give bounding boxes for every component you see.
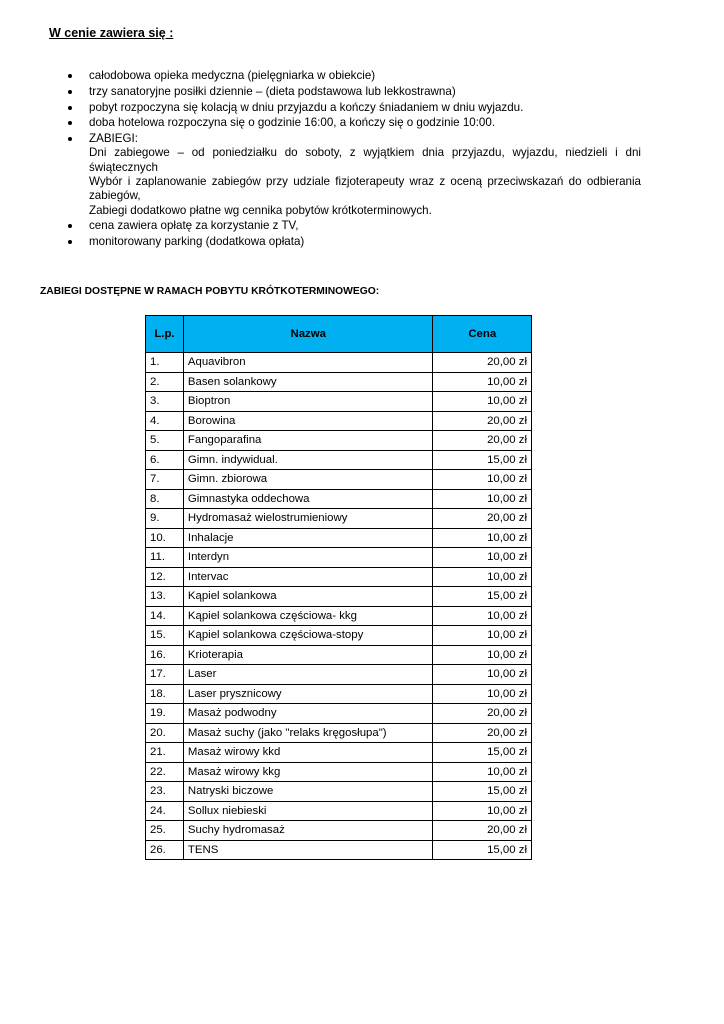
list-item <box>66 116 641 130</box>
treatment-price: 10,00 zł <box>433 665 532 685</box>
table-row <box>146 528 532 548</box>
row-number: 26. <box>146 840 184 860</box>
table-row <box>146 392 532 412</box>
row-number: 16. <box>146 645 184 665</box>
row-number: 15. <box>146 626 184 646</box>
treatment-name: Masaż wirowy kkd <box>183 743 433 763</box>
row-number: 10. <box>146 528 184 548</box>
bullet-icon <box>68 137 72 141</box>
row-number: 12. <box>146 567 184 587</box>
table-row <box>146 431 532 451</box>
list-item <box>66 69 641 83</box>
header-lp: L.p. <box>146 316 184 353</box>
row-number: 23. <box>146 782 184 802</box>
treatment-price: 10,00 zł <box>433 470 532 490</box>
treatment-price: 10,00 zł <box>433 372 532 392</box>
treatment-price: 15,00 zł <box>433 840 532 860</box>
list-item <box>66 85 641 99</box>
treatment-name: Fangoparafina <box>183 431 433 451</box>
treatment-name: Kąpiel solankowa częściowa-stopy <box>183 626 433 646</box>
row-number: 5. <box>146 431 184 451</box>
header-name: Nazwa <box>183 316 433 353</box>
row-number: 6. <box>146 450 184 470</box>
table-row <box>146 665 532 685</box>
page-heading: W cenie zawiera się : <box>49 26 174 40</box>
list-item-text: monitorowany parking (dodatkowa opłata) <box>89 235 305 249</box>
list-item-text: Wybór i zaplanowanie zabiegów przy udziale fizjoterapeuty wraz z oceną przeciwskazań do odbierania <box>89 175 641 189</box>
treatment-price: 10,00 zł <box>433 567 532 587</box>
row-number: 18. <box>146 684 184 704</box>
list-item-text: całodobowa opieka medyczna (pielęgniarka w obiekcie) <box>89 69 376 82</box>
treatment-name: Gimnastyka oddechowa <box>183 489 433 509</box>
treatment-price: 15,00 zł <box>433 743 532 763</box>
row-number: 9. <box>146 509 184 529</box>
table-row <box>146 587 532 607</box>
table-row <box>146 470 532 490</box>
treatment-name: Suchy hydromasaż <box>183 821 433 841</box>
treatment-price: 10,00 zł <box>433 606 532 626</box>
row-number: 11. <box>146 548 184 568</box>
bullet-icon <box>68 224 72 228</box>
row-number: 7. <box>146 470 184 490</box>
table-row <box>146 840 532 860</box>
included-items-list <box>66 69 641 251</box>
bullet-icon <box>68 74 72 78</box>
row-number: 20. <box>146 723 184 743</box>
row-number: 13. <box>146 587 184 607</box>
treatments-price-table <box>145 315 532 860</box>
table-row <box>146 723 532 743</box>
row-number: 4. <box>146 411 184 431</box>
treatment-name: Inhalacje <box>183 528 433 548</box>
table-row <box>146 762 532 782</box>
treatment-price: 20,00 zł <box>433 821 532 841</box>
table-row <box>146 606 532 626</box>
treatment-name: Kąpiel solankowa <box>183 587 433 607</box>
bullet-icon <box>68 106 72 110</box>
table-row <box>146 411 532 431</box>
treatment-price: 10,00 zł <box>433 626 532 646</box>
list-item <box>66 235 641 249</box>
treatment-price: 20,00 zł <box>433 509 532 529</box>
list-item-text: cena zawiera opłatę za korzystanie z TV, <box>89 219 299 233</box>
row-number: 21. <box>146 743 184 763</box>
treatment-name: Laser <box>183 665 433 685</box>
list-item-text: doba hotelowa rozpoczyna się o godzinie 16:00, a kończy się o godzinie 10:00. <box>89 116 496 130</box>
treatment-price: 10,00 zł <box>433 762 532 782</box>
treatment-name: Krioterapia <box>183 645 433 665</box>
treatment-name: Borowina <box>183 411 433 431</box>
table-row <box>146 548 532 568</box>
table-body <box>146 353 532 860</box>
row-number: 25. <box>146 821 184 841</box>
table-row <box>146 684 532 704</box>
row-number: 17. <box>146 665 184 685</box>
row-number: 19. <box>146 704 184 724</box>
bullet-icon <box>68 121 72 125</box>
table-row <box>146 450 532 470</box>
list-item <box>66 219 641 233</box>
treatment-name: Sollux niebieski <box>183 801 433 821</box>
list-item-text: Zabiegi dodatkowo płatne wg cennika pobytów krótkoterminowych. <box>89 203 432 217</box>
table-row <box>146 645 532 665</box>
row-number: 22. <box>146 762 184 782</box>
row-number: 14. <box>146 606 184 626</box>
treatment-name: Kąpiel solankowa częściowa- kkg <box>183 606 433 626</box>
treatment-name: Masaż suchy (jako "relaks kręgosłupa") <box>183 723 433 743</box>
table-row <box>146 353 532 373</box>
table-row <box>146 489 532 509</box>
list-item <box>66 132 641 218</box>
treatment-name: TENS <box>183 840 433 860</box>
list-item-text: trzy sanatoryjne posiłki dziennie – (dieta podstawowa lub lekkostrawna) <box>89 84 456 98</box>
table-row <box>146 509 532 529</box>
treatment-price: 10,00 zł <box>433 528 532 548</box>
list-item-text: świątecznych <box>89 160 158 174</box>
treatment-price: 15,00 zł <box>433 450 532 470</box>
table-row <box>146 704 532 724</box>
treatment-name: Laser prysznicowy <box>183 684 433 704</box>
treatment-price: 20,00 zł <box>433 723 532 743</box>
row-number: 8. <box>146 489 184 509</box>
row-number: 24. <box>146 801 184 821</box>
list-item <box>66 101 641 115</box>
treatment-price: 15,00 zł <box>433 587 532 607</box>
treatment-name: Bioptron <box>183 392 433 412</box>
table-row <box>146 567 532 587</box>
table-header-row <box>146 316 532 353</box>
bullet-icon <box>68 240 72 244</box>
header-price: Cena <box>433 316 532 353</box>
list-item-text: Dni zabiegowe – od poniedziałku do soboty, z wyjątkiem dnia przyjazdu, wyjazdu, niedzieli i dni <box>89 146 641 160</box>
table-row <box>146 782 532 802</box>
table-row <box>146 372 532 392</box>
list-item-text: pobyt rozpoczyna się kolacją w dniu przyjazdu a kończy śniadaniem w dniu wyjazdu. <box>89 100 524 114</box>
row-number: 2. <box>146 372 184 392</box>
treatment-price: 10,00 zł <box>433 645 532 665</box>
treatment-price: 10,00 zł <box>433 392 532 412</box>
row-number: 3. <box>146 392 184 412</box>
table-row <box>146 743 532 763</box>
treatment-price: 10,00 zł <box>433 684 532 704</box>
treatment-name: Natryski biczowe <box>183 782 433 802</box>
treatment-price: 15,00 zł <box>433 782 532 802</box>
bullet-icon <box>68 90 72 94</box>
treatment-name: Intervac <box>183 567 433 587</box>
treatment-price: 20,00 zł <box>433 704 532 724</box>
table-row <box>146 801 532 821</box>
treatment-name: Basen solankowy <box>183 372 433 392</box>
treatment-name: Gimn. zbiorowa <box>183 470 433 490</box>
treatment-price: 10,00 zł <box>433 489 532 509</box>
row-number: 1. <box>146 353 184 373</box>
treatment-name: Masaż podwodny <box>183 704 433 724</box>
treatment-name: Gimn. indywidual. <box>183 450 433 470</box>
section-title: ZABIEGI DOSTĘPNE W RAMACH POBYTU KRÓTKOTERMINOWEGO: <box>40 286 380 297</box>
treatment-name: Interdyn <box>183 548 433 568</box>
treatment-price: 10,00 zł <box>433 548 532 568</box>
treatment-price: 20,00 zł <box>433 431 532 451</box>
treatment-price: 20,00 zł <box>433 353 532 373</box>
treatment-name: Aquavibron <box>183 353 433 373</box>
treatment-name: Masaż wirowy kkg <box>183 762 433 782</box>
table-row <box>146 626 532 646</box>
list-item-text: zabiegów, <box>89 189 141 203</box>
treatment-price: 10,00 zł <box>433 801 532 821</box>
list-item-text: ZABIEGI: <box>89 132 138 146</box>
table-row <box>146 821 532 841</box>
treatment-name: Hydromasaż wielostrumieniowy <box>183 509 433 529</box>
treatment-price: 20,00 zł <box>433 411 532 431</box>
